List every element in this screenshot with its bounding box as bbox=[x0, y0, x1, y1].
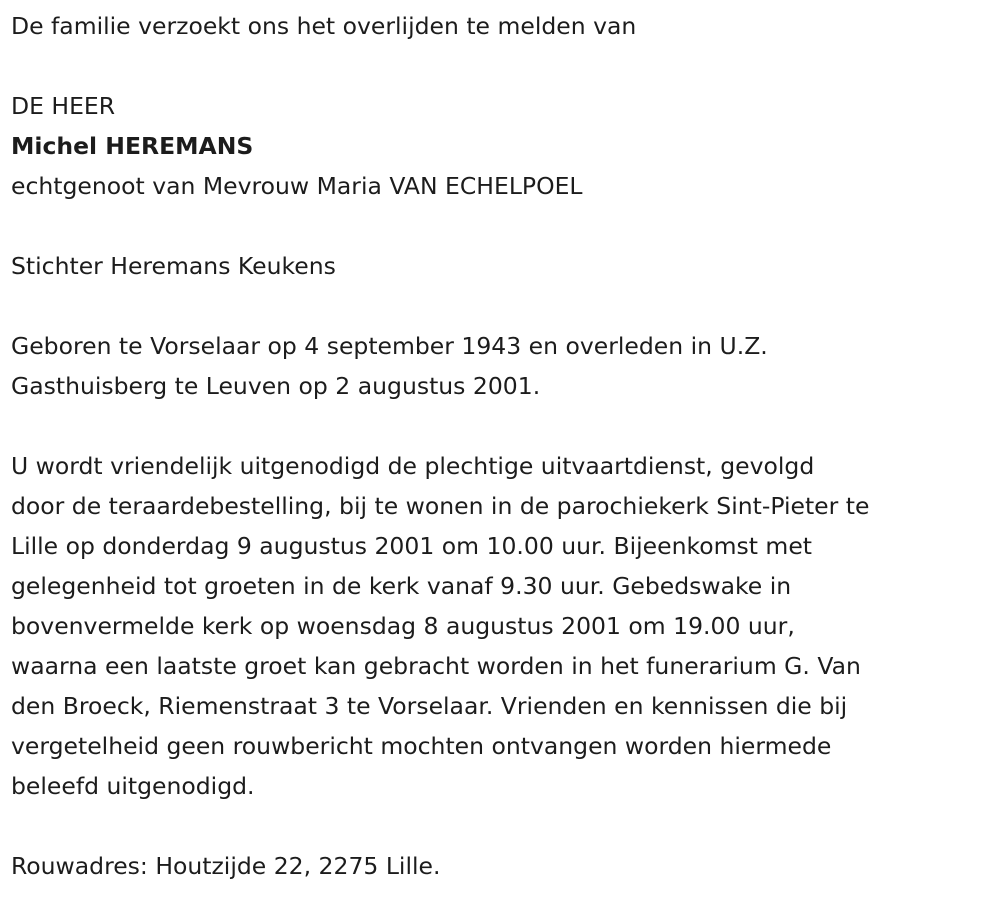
paragraph-line: waarna een laatste groet kan gebracht worden in het funerarium G. Van bbox=[11, 652, 861, 680]
honorific-title: DE HEER bbox=[11, 92, 116, 120]
paragraph-line: Gasthuisberg te Leuven op 2 augustus 2001. bbox=[11, 372, 541, 400]
paragraph-line: door de teraardebestelling, bij te wonen in de parochiekerk Sint-Pieter te bbox=[11, 492, 870, 520]
mourning-address: Rouwadres: Houtzijde 22, 2275 Lille. bbox=[11, 852, 441, 880]
paragraph-line: beleefd uitgenodigd. bbox=[11, 772, 255, 800]
paragraph-line: bovenvermelde kerk op woensdag 8 augustus 2001 om 19.00 uur, bbox=[11, 612, 795, 640]
spacer bbox=[11, 46, 996, 86]
paragraph-line: U wordt vriendelijk uitgenodigd de plechtige uitvaartdienst, gevolgd bbox=[11, 452, 815, 480]
paragraph-line: Geboren te Vorselaar op 4 september 1943 en overleden in U.Z. bbox=[11, 332, 768, 360]
spouse-line: echtgenoot van Mevrouw Maria VAN ECHELPOEL bbox=[11, 172, 583, 200]
occupation-line: Stichter Heremans Keukens bbox=[11, 252, 336, 280]
intro-text: De familie verzoekt ons het overlijden te melden van bbox=[11, 12, 637, 40]
paragraph-line: den Broeck, Riemenstraat 3 te Vorselaar. Vrienden en kennissen die bij bbox=[11, 692, 848, 720]
funeral-paragraph bbox=[11, 446, 996, 806]
paragraph-line: Lille op donderdag 9 augustus 2001 om 10.00 uur. Bijeenkomst met bbox=[11, 532, 812, 560]
spacer bbox=[11, 806, 996, 846]
spacer bbox=[11, 406, 996, 446]
death-notice bbox=[11, 6, 996, 886]
deceased-name: Michel HEREMANS bbox=[11, 132, 254, 160]
paragraph-line: gelegenheid tot groeten in de kerk vanaf 9.30 uur. Gebedswake in bbox=[11, 572, 792, 600]
paragraph-line: vergetelheid geen rouwbericht mochten ontvangen worden hiermede bbox=[11, 732, 832, 760]
spacer bbox=[11, 206, 996, 246]
spacer bbox=[11, 286, 996, 326]
birth-death-paragraph bbox=[11, 326, 996, 406]
